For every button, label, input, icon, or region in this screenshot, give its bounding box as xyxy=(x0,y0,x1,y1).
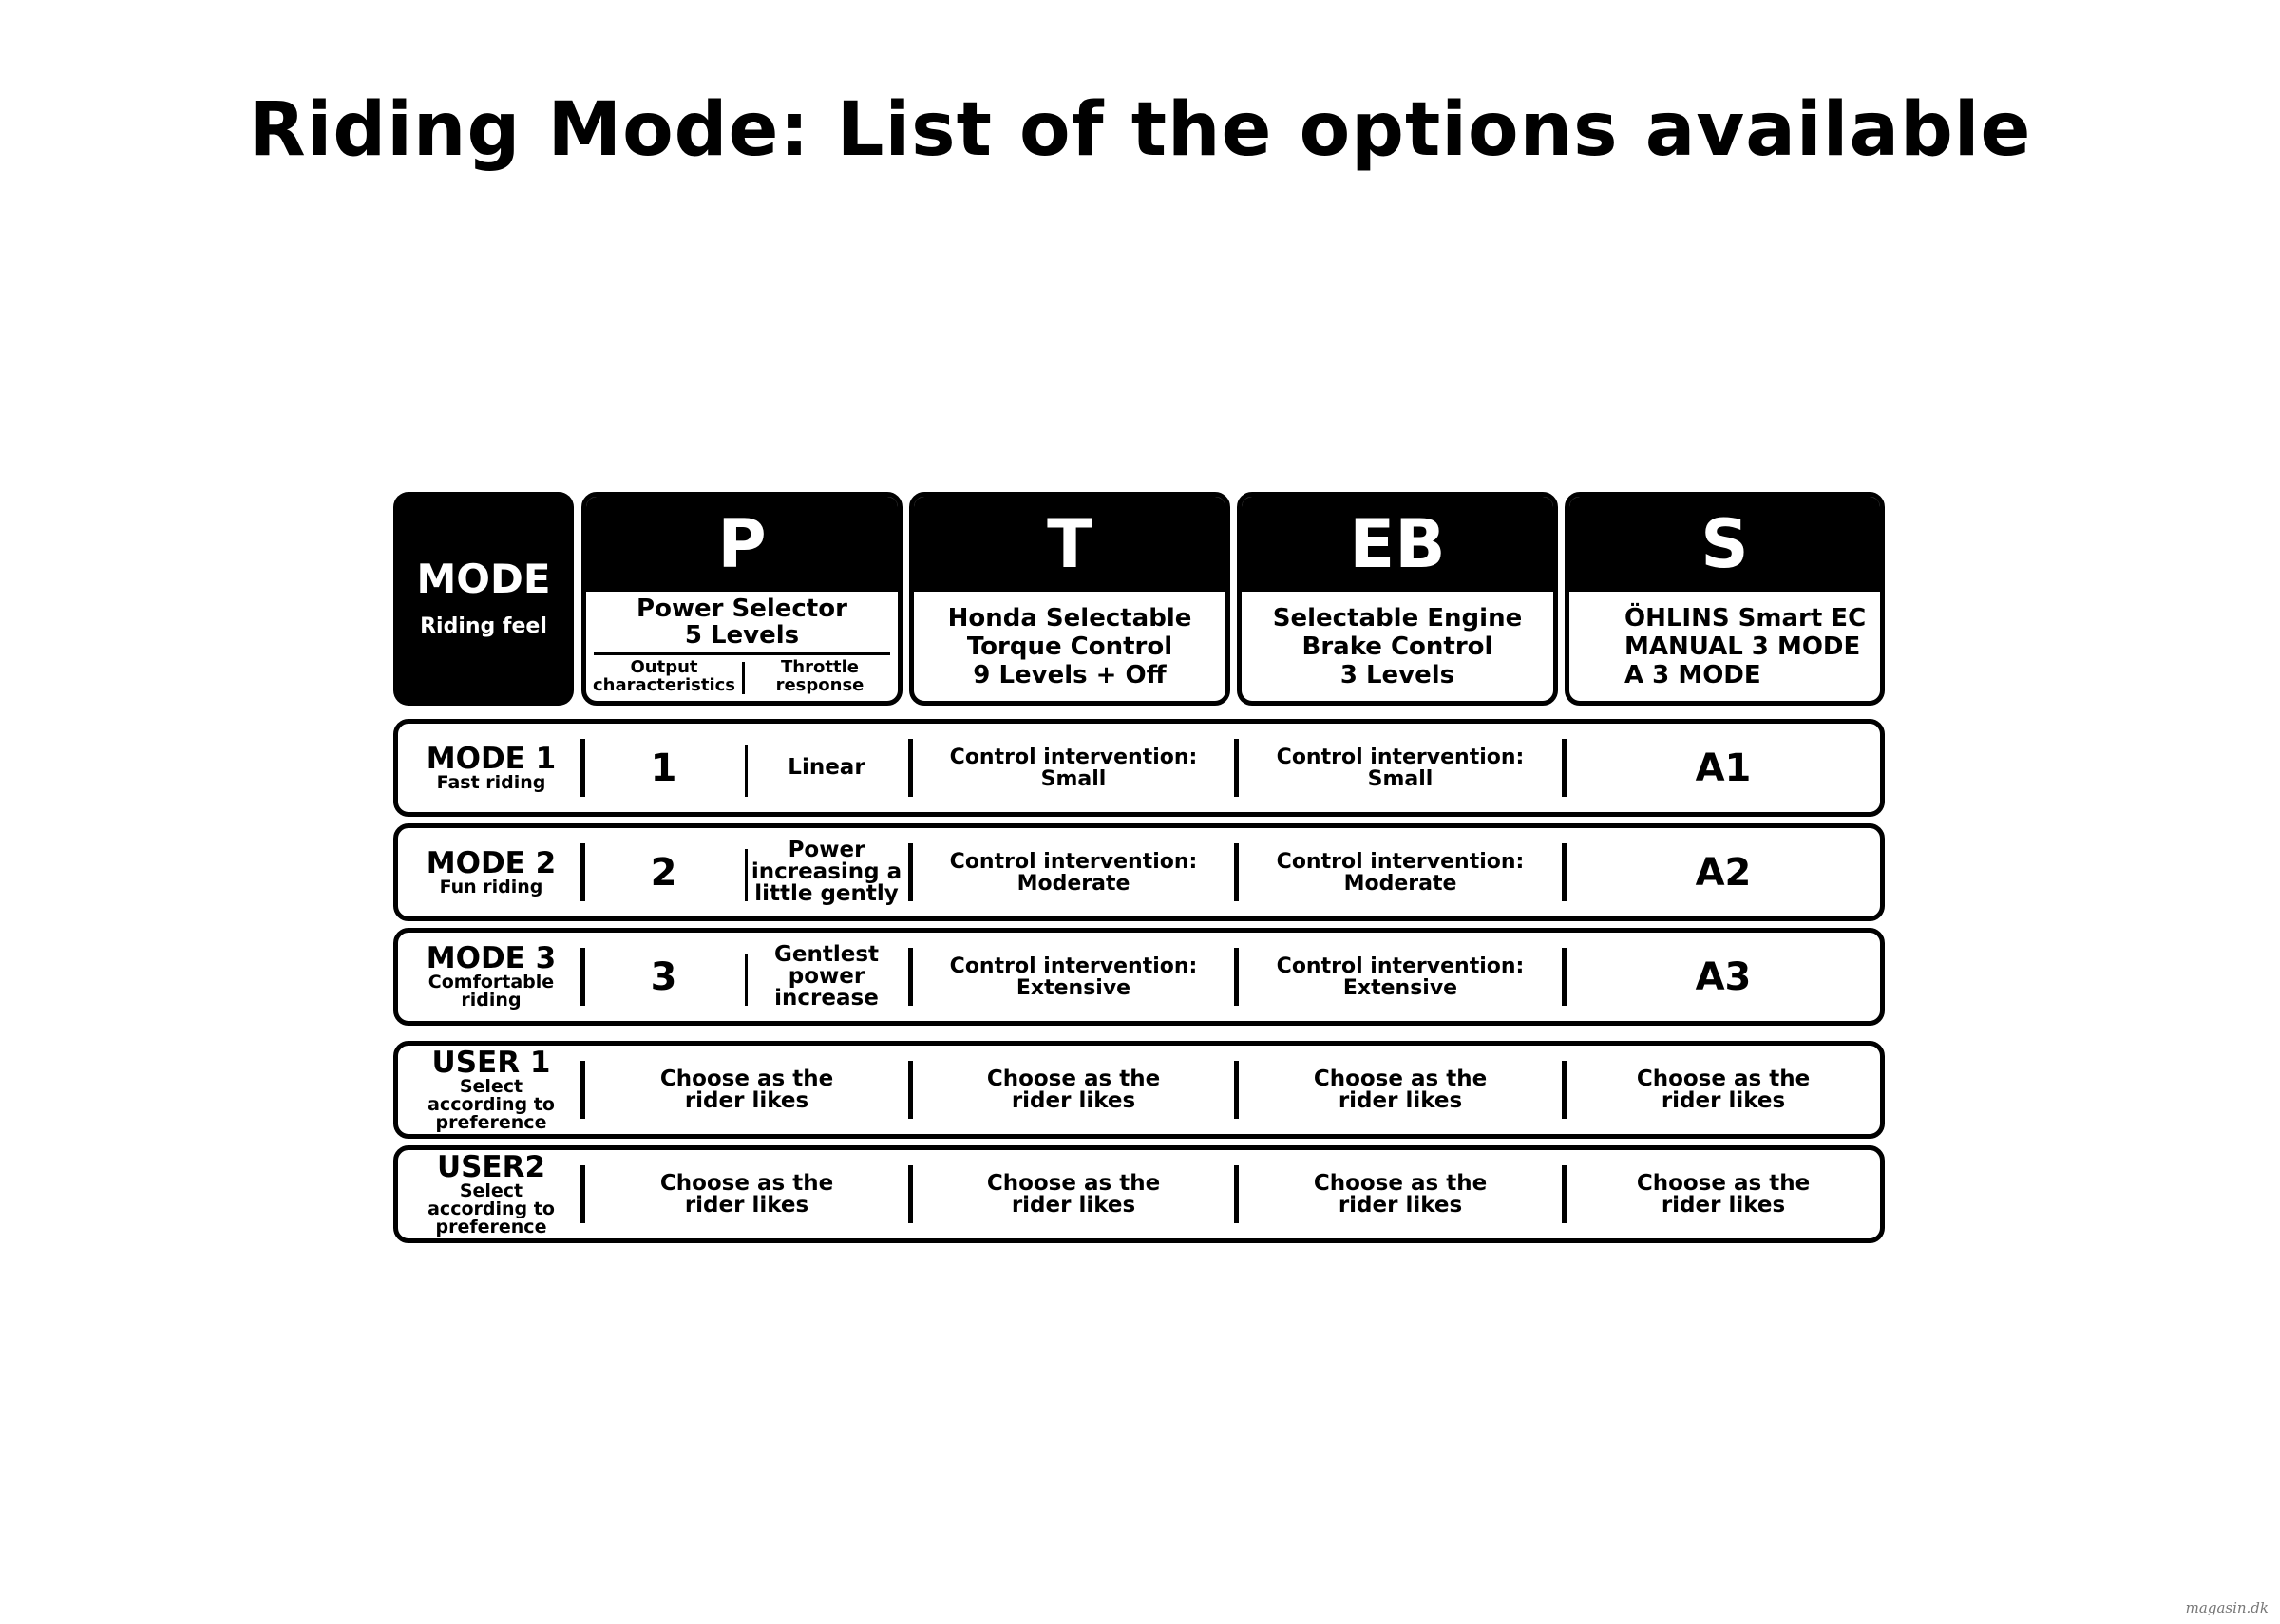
mode-header-subtitle: Riding feel xyxy=(420,614,547,638)
page-title: Riding Mode: List of the options available xyxy=(248,87,2032,173)
header-p xyxy=(581,492,902,706)
row-p-throttle: Linear xyxy=(788,755,865,780)
row-mode-name: USER2 xyxy=(436,1149,546,1184)
header-eb-desc: Selectable Engine Brake Control 3 Levels xyxy=(1272,603,1523,689)
row-s-value: A3 xyxy=(1695,954,1752,999)
watermark: magasin.dk xyxy=(2185,1599,2269,1616)
row-mode-sub: Fun riding xyxy=(439,876,543,897)
mode-header-title: MODE xyxy=(416,556,551,602)
row-p-throttle: Gentlest power increase xyxy=(773,942,879,1010)
row-s-value: A1 xyxy=(1695,746,1752,790)
row-mode-label xyxy=(398,1150,584,1238)
row-eb-value: Choose as the rider likes xyxy=(1313,1066,1488,1113)
header-t-cap: T xyxy=(914,497,1226,592)
row-s-value: A2 xyxy=(1695,850,1752,895)
row-t-value: Control intervention: Moderate xyxy=(949,849,1198,896)
header-p-throttle: Throttle response xyxy=(775,657,864,695)
table-row-user-2 xyxy=(393,1145,1885,1243)
row-p-value: Choose as the rider likes xyxy=(659,1066,834,1113)
header-p-output: Output characteristics xyxy=(592,657,736,695)
mode-header xyxy=(393,492,574,706)
row-eb-value: Control intervention: Extensive xyxy=(1276,954,1525,1000)
row-t-value: Choose as the rider likes xyxy=(986,1170,1161,1218)
row-mode-name: USER 1 xyxy=(431,1045,551,1080)
header-eb xyxy=(1237,492,1558,706)
row-p-value: Choose as the rider likes xyxy=(659,1170,834,1218)
row-eb-value: Choose as the rider likes xyxy=(1313,1170,1488,1218)
table-row-mode-2 xyxy=(393,823,1885,921)
header-s xyxy=(1565,492,1885,706)
row-p-level: 1 xyxy=(650,746,677,790)
row-p-level: 3 xyxy=(650,954,677,999)
table-row-user-1 xyxy=(393,1041,1885,1139)
table-row-mode-3 xyxy=(393,928,1885,1026)
row-mode-sub: Fast riding xyxy=(436,771,546,793)
header-s-cap: S xyxy=(1569,497,1880,592)
table-row-mode-1 xyxy=(393,719,1885,817)
header-p-cap: P xyxy=(586,497,898,592)
row-mode-label xyxy=(398,1046,584,1134)
row-t-value: Choose as the rider likes xyxy=(986,1066,1161,1113)
row-t-value: Control intervention: Small xyxy=(949,745,1198,791)
row-eb-value: Control intervention: Small xyxy=(1276,745,1525,791)
row-mode-name: MODE 3 xyxy=(426,941,557,975)
row-s-value: Choose as the rider likes xyxy=(1636,1066,1811,1113)
row-s-value: Choose as the rider likes xyxy=(1636,1170,1811,1218)
row-mode-sub: Select according to preference xyxy=(428,1075,555,1133)
header-t-desc: Honda Selectable Torque Control 9 Levels + Off xyxy=(947,603,1192,689)
row-mode-sub: Comfortable riding xyxy=(428,972,555,1010)
row-mode-label xyxy=(398,933,584,1021)
header-p-desc xyxy=(586,592,898,701)
row-t-value: Control intervention: Extensive xyxy=(949,954,1198,1000)
row-mode-name: MODE 1 xyxy=(426,741,557,776)
header-eb-cap: EB xyxy=(1242,497,1553,592)
row-mode-name: MODE 2 xyxy=(426,845,557,880)
row-p-level: 2 xyxy=(650,850,677,895)
header-s-desc: ÖHLINS Smart EC MANUAL 3 MODE A 3 MODE xyxy=(1624,603,1867,689)
row-mode-label xyxy=(398,828,584,916)
row-eb-value: Control intervention: Moderate xyxy=(1276,849,1525,896)
row-mode-label xyxy=(398,724,584,812)
header-p-title: Power Selector 5 Levels xyxy=(636,595,847,650)
header-t xyxy=(909,492,1230,706)
row-mode-sub: Select according to preference xyxy=(428,1180,555,1237)
row-p-throttle: Power increasing a little gently xyxy=(750,838,902,906)
header-p-divider xyxy=(594,652,890,655)
